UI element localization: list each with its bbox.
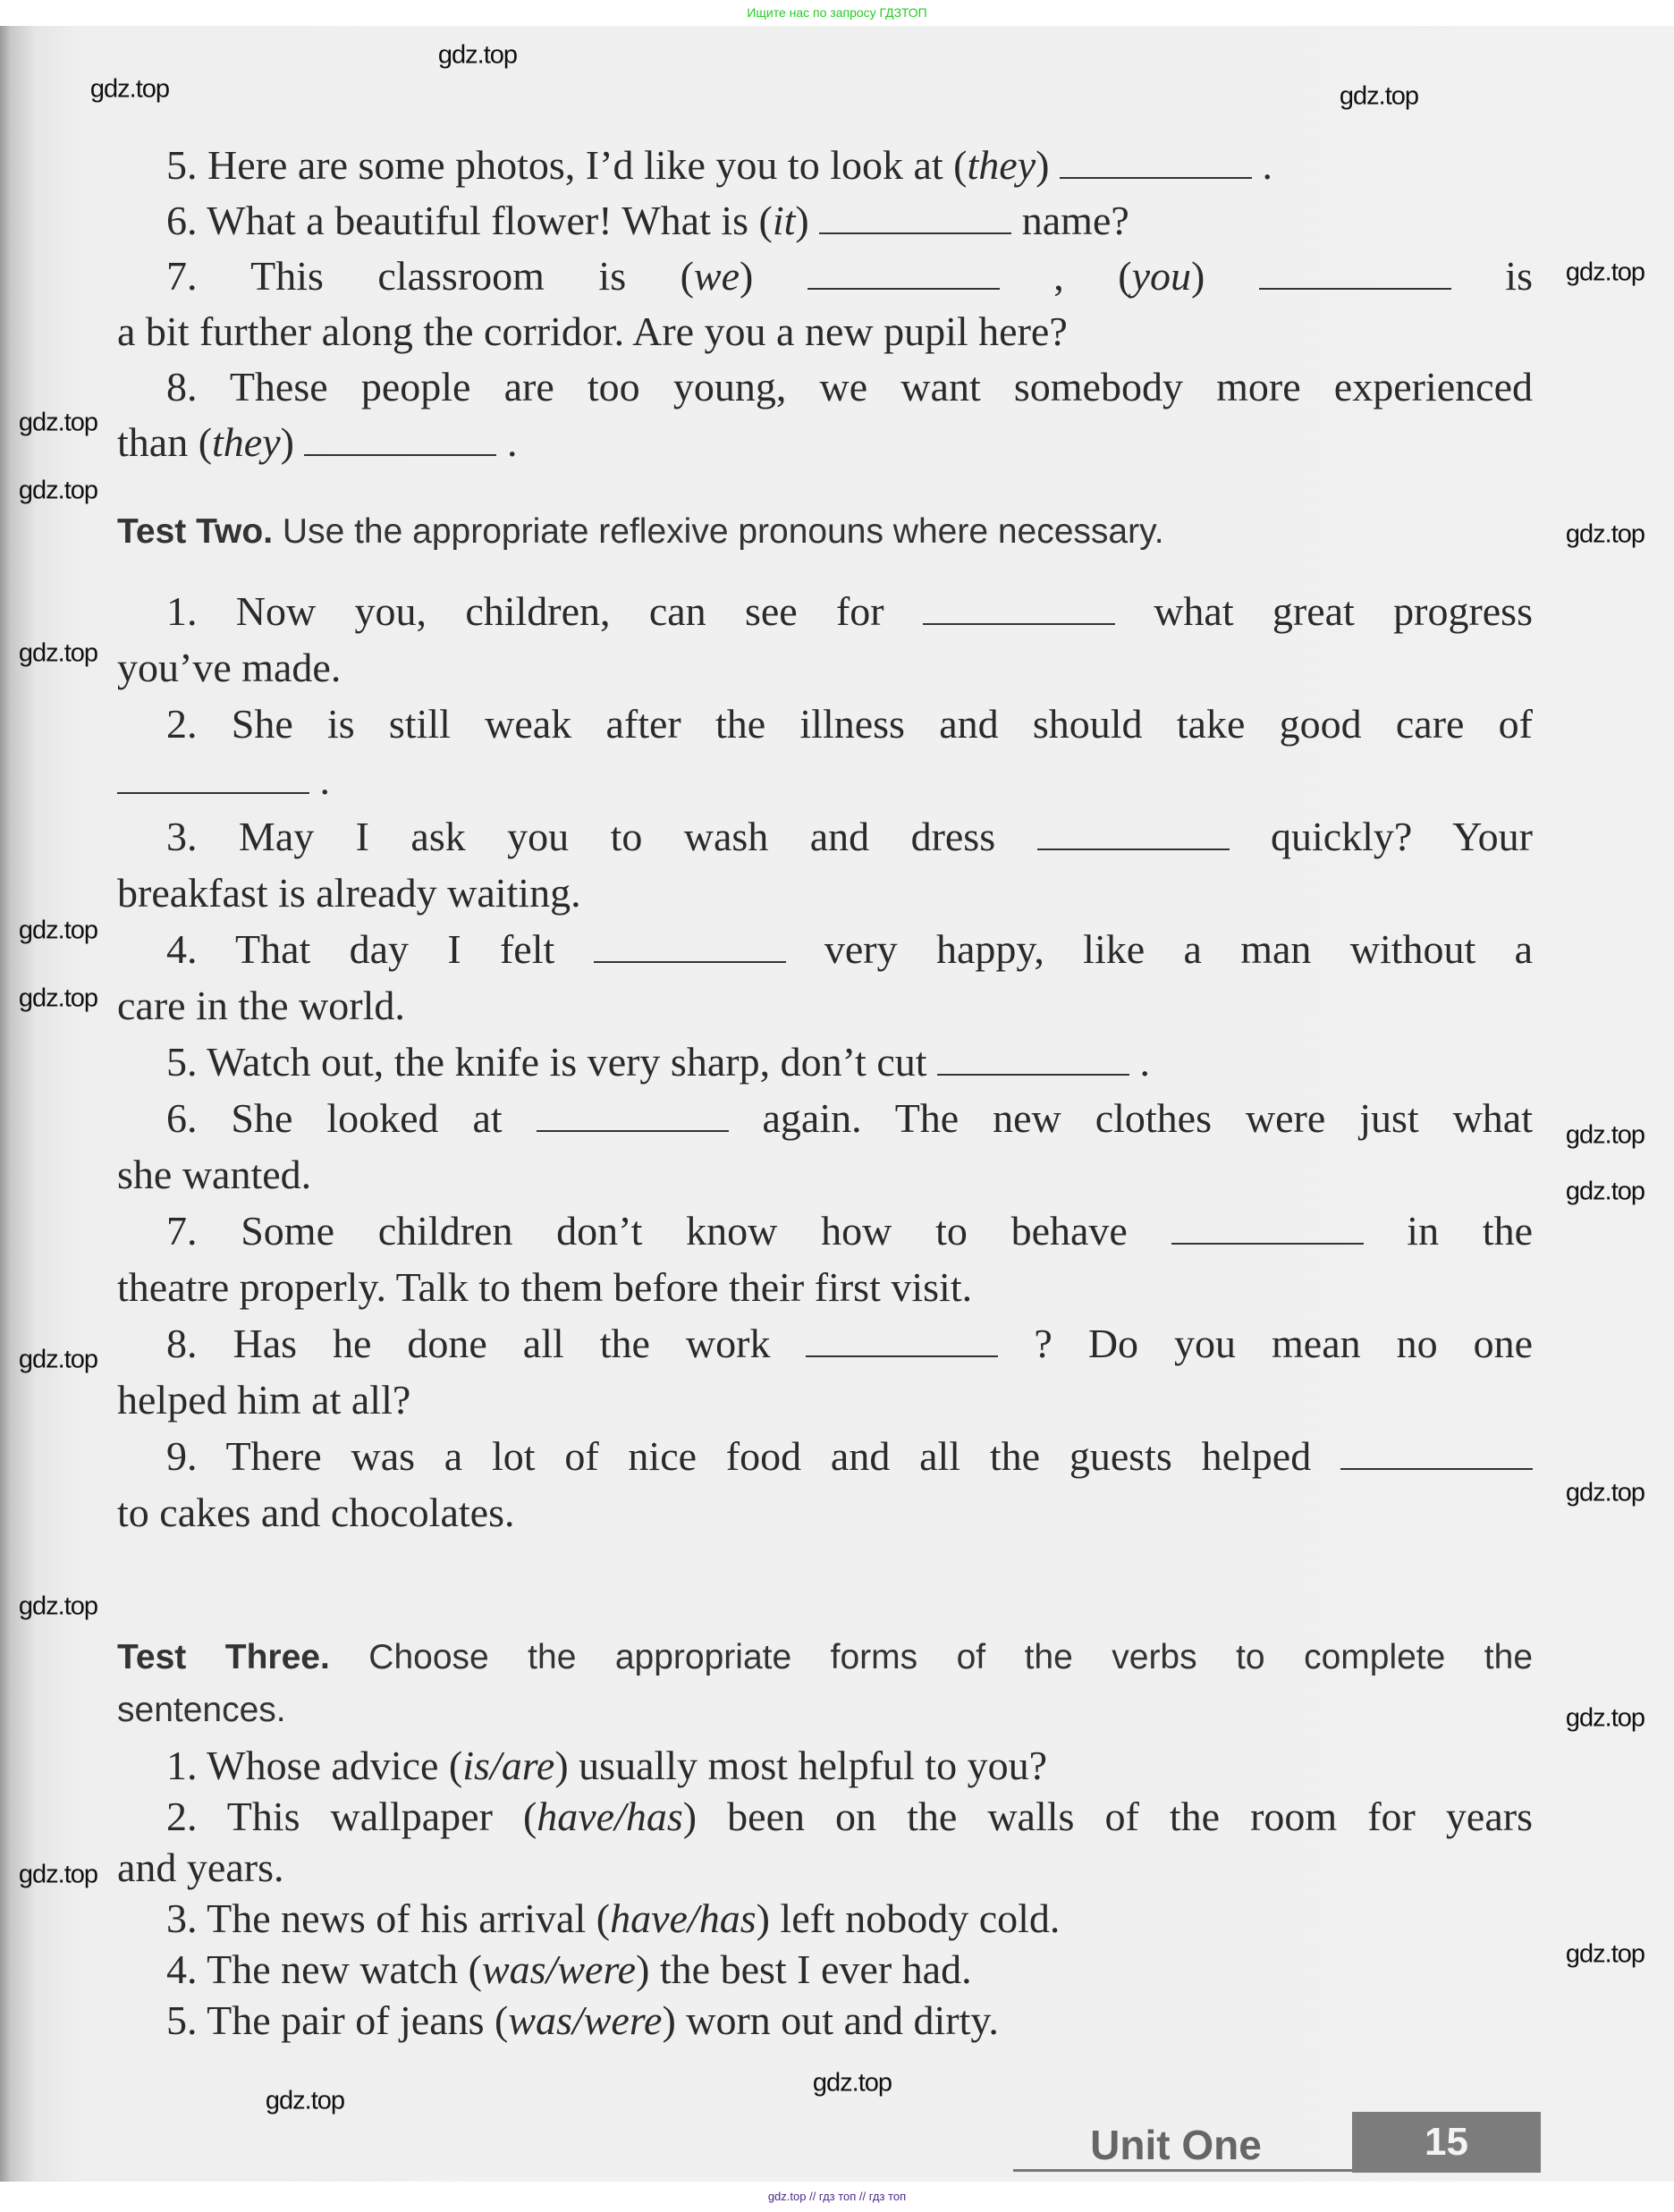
watermark: gdz.top bbox=[1565, 258, 1645, 287]
answer-blank[interactable] bbox=[537, 1129, 729, 1132]
exercise-line bbox=[117, 921, 1533, 977]
exercise-line bbox=[117, 193, 1533, 249]
watermark: gdz.top bbox=[18, 638, 98, 668]
exercise-line bbox=[117, 359, 1533, 415]
answer-blank[interactable] bbox=[1171, 1242, 1364, 1245]
exercise-line bbox=[117, 1842, 1533, 1893]
test-three-heading bbox=[117, 1631, 1533, 1736]
sentence-text: she wanted. bbox=[117, 1152, 312, 1197]
sentence-text: 5. Watch out, the knife is very sharp, don’t cut bbox=[166, 1039, 938, 1085]
answer-blank[interactable] bbox=[937, 1073, 1129, 1076]
exercise-item bbox=[117, 1995, 1533, 2046]
exercise-line bbox=[117, 1259, 1533, 1315]
sentence-text: ) usually most helpful to you? bbox=[554, 1743, 1047, 1788]
sentence-text: . bbox=[496, 419, 518, 465]
watermark: gdz.top bbox=[18, 916, 98, 945]
exercise-line bbox=[117, 1893, 1533, 1944]
hint-word: have/has bbox=[537, 1794, 683, 1839]
test-two-instruction: Use the appropriate reflexive pronouns where necessary. bbox=[282, 512, 1164, 551]
sentence-text: 8. These people are too young, we want somebody more experienced bbox=[166, 364, 1533, 409]
sentence-text: than ( bbox=[117, 419, 213, 465]
sentence-text: ? Do you mean no one bbox=[998, 1321, 1533, 1366]
sentence-text: 6. She looked at bbox=[166, 1095, 537, 1141]
sentence-text: is bbox=[1450, 253, 1533, 299]
watermark: gdz.top bbox=[1565, 519, 1645, 549]
sentence-text: 1. Now you, children, can see for bbox=[166, 588, 923, 634]
test-three-instruction: Choose the appropriate forms of the verbs to complete the bbox=[368, 1638, 1534, 1676]
exercise-line bbox=[117, 1484, 1533, 1541]
exercise-line bbox=[117, 1372, 1533, 1428]
watermark: gdz.top bbox=[18, 984, 98, 1013]
sentence-text: what great progress bbox=[1114, 588, 1533, 634]
sentence-text: 8. Has he done all the work bbox=[166, 1321, 807, 1366]
test-two-title: Test Two. bbox=[117, 512, 274, 551]
exercise-line bbox=[117, 639, 1533, 696]
exercise-line bbox=[117, 752, 1533, 808]
sentence-text: name? bbox=[1011, 198, 1129, 243]
watermark: gdz.top bbox=[1339, 81, 1419, 111]
sentence-text: 2. This wallpaper ( bbox=[166, 1794, 537, 1839]
sentence-text: . bbox=[309, 757, 330, 803]
answer-blank[interactable] bbox=[806, 1355, 998, 1357]
test-three-items bbox=[117, 1740, 1533, 2046]
exercise-item bbox=[117, 583, 1533, 696]
test-three-instruction-cont: sentences. bbox=[117, 1691, 286, 1729]
sentence-text: ) been on the walls of the room for years bbox=[682, 1794, 1533, 1839]
exercise-item bbox=[117, 1944, 1533, 1995]
answer-blank[interactable] bbox=[923, 622, 1115, 625]
sentence-text: breakfast is already waiting. bbox=[117, 870, 581, 916]
answer-blank[interactable] bbox=[594, 960, 786, 963]
sentence-text: ) left nobody cold. bbox=[756, 1895, 1061, 1941]
watermark: gdz.top bbox=[812, 2068, 892, 2098]
sentence-text: care in the world. bbox=[117, 983, 405, 1028]
test-two-heading bbox=[117, 505, 1533, 558]
exercise-item bbox=[117, 1203, 1533, 1315]
sentence-text: 3. The news of his arrival ( bbox=[166, 1895, 611, 1941]
test-two-items bbox=[117, 583, 1533, 1541]
exercise-line bbox=[117, 304, 1533, 359]
answer-blank[interactable] bbox=[1037, 848, 1230, 850]
watermark: gdz.top bbox=[265, 2086, 345, 2115]
footer-rule bbox=[1013, 2169, 1353, 2172]
exercise-item bbox=[117, 193, 1533, 249]
sentence-text: ) bbox=[1191, 253, 1259, 299]
top-banner: Ищите нас по запросу ГДЗТОП bbox=[0, 0, 1674, 26]
hint-word: they bbox=[967, 142, 1036, 188]
exercise-line bbox=[117, 865, 1533, 921]
sentence-text: ) worn out and dirty. bbox=[662, 1997, 999, 2043]
watermark: gdz.top bbox=[1565, 1120, 1645, 1150]
answer-blank[interactable] bbox=[1060, 176, 1252, 179]
hint-word: you bbox=[1131, 253, 1192, 299]
watermark: gdz.top bbox=[1565, 1939, 1645, 1969]
answer-blank[interactable] bbox=[117, 791, 309, 794]
watermark: gdz.top bbox=[18, 1345, 98, 1374]
hint-word: was/were bbox=[508, 1997, 663, 2043]
sentence-text: . bbox=[1251, 142, 1272, 188]
exercise-line bbox=[117, 1090, 1533, 1146]
exercise-line bbox=[117, 1034, 1533, 1090]
sentence-text: to cakes and chocolates. bbox=[117, 1490, 515, 1535]
sentence-text: ) the best I ever had. bbox=[636, 1946, 972, 1992]
exercise-line bbox=[117, 1203, 1533, 1259]
hint-word: we bbox=[693, 253, 740, 299]
sentence-text: quickly? Your bbox=[1229, 814, 1533, 859]
sentence-text: again. The new clothes were just what bbox=[728, 1095, 1533, 1141]
exercise-line bbox=[117, 696, 1533, 752]
hint-word: is/are bbox=[462, 1743, 555, 1788]
exercise-item bbox=[117, 696, 1533, 808]
answer-blank[interactable] bbox=[807, 287, 1000, 290]
hint-word: have/has bbox=[610, 1895, 757, 1941]
exercise-line bbox=[117, 583, 1533, 639]
sentence-text: ) bbox=[740, 253, 807, 299]
watermark: gdz.top bbox=[1565, 1177, 1645, 1206]
bottom-banner: gdz.top // гдз топ // гдз топ bbox=[0, 2182, 1674, 2212]
exercise-line bbox=[117, 1146, 1533, 1203]
exercise-line bbox=[117, 138, 1533, 193]
exercise-line bbox=[117, 808, 1533, 865]
sentence-text: very happy, like a man without a bbox=[785, 926, 1534, 972]
exercise-item bbox=[117, 1740, 1533, 1791]
sentence-text: in the bbox=[1363, 1208, 1533, 1254]
exercise-item bbox=[117, 1315, 1533, 1428]
sentence-text: , ( bbox=[999, 253, 1132, 299]
exercise-line bbox=[117, 249, 1533, 304]
sentence-text: you’ve made. bbox=[117, 645, 342, 690]
sentence-text: ) bbox=[1036, 142, 1060, 188]
exercise-item bbox=[117, 808, 1533, 921]
exercise-line bbox=[117, 1791, 1533, 1842]
sentence-text: 4. The new watch ( bbox=[166, 1946, 482, 1992]
exercise-item bbox=[117, 359, 1533, 470]
sentence-text: 5. The pair of jeans ( bbox=[166, 1997, 509, 2043]
sentence-text: ) bbox=[280, 419, 305, 465]
exercise-item bbox=[117, 1428, 1533, 1541]
sentence-text: and years. bbox=[117, 1845, 284, 1890]
exercise-line bbox=[117, 1995, 1533, 2046]
exercise-line bbox=[117, 1315, 1533, 1372]
sentence-text: 2. She is still weak after the illness and should take good care of bbox=[166, 701, 1533, 747]
sentence-text: 7. This classroom is ( bbox=[166, 253, 694, 299]
watermark: gdz.top bbox=[437, 40, 518, 70]
sentence-text: 1. Whose advice ( bbox=[166, 1743, 463, 1788]
answer-blank[interactable] bbox=[1259, 287, 1451, 290]
watermark: gdz.top bbox=[18, 476, 98, 505]
sentence-text: helped him at all? bbox=[117, 1377, 411, 1423]
sentence-text: 9. There was a lot of nice food and all the guests helped bbox=[166, 1433, 1340, 1479]
watermark: gdz.top bbox=[89, 74, 170, 104]
exercise-item bbox=[117, 1034, 1533, 1090]
sentence-text: 7. Some children don’t know how to behave bbox=[166, 1208, 1171, 1254]
sentence-text: 4. That day I felt bbox=[166, 926, 594, 972]
exercise-line bbox=[117, 1428, 1533, 1484]
watermark: gdz.top bbox=[18, 408, 98, 437]
sentence-text: 3. May I ask you to wash and dress bbox=[166, 814, 1037, 859]
unit-label: Unit One bbox=[1090, 2122, 1262, 2168]
page-number: 15 bbox=[1352, 2112, 1541, 2173]
sentence-text: ) bbox=[795, 198, 820, 243]
watermark: gdz.top bbox=[1565, 1703, 1645, 1733]
exercise-line bbox=[117, 1740, 1533, 1791]
watermark: gdz.top bbox=[1565, 1478, 1645, 1507]
sentence-text: 5. Here are some photos, I’d like you to look at ( bbox=[166, 142, 968, 188]
answer-blank[interactable] bbox=[819, 232, 1011, 234]
hint-word: it bbox=[772, 198, 796, 243]
exercise-line bbox=[117, 415, 1533, 470]
exercise-item bbox=[117, 1893, 1533, 1944]
answer-blank[interactable] bbox=[304, 453, 496, 456]
sentence-text: a bit further along the corridor. Are you a new pupil here? bbox=[117, 308, 1068, 354]
watermark: gdz.top bbox=[18, 1591, 98, 1621]
exercise-item bbox=[117, 249, 1533, 359]
exercise-item bbox=[117, 1090, 1533, 1203]
exercise-item bbox=[117, 921, 1533, 1034]
hint-word: they bbox=[212, 419, 281, 465]
sentence-text: 6. What a beautiful flower! What is ( bbox=[166, 198, 773, 243]
test-three-title: Test Three. bbox=[117, 1638, 330, 1676]
exercise-item bbox=[117, 1791, 1533, 1893]
answer-blank[interactable] bbox=[1340, 1467, 1533, 1470]
sentence-text: theatre properly. Talk to them before their first visit. bbox=[117, 1264, 973, 1310]
hint-word: was/were bbox=[481, 1946, 637, 1992]
test-one-continued bbox=[117, 138, 1533, 470]
exercise-line bbox=[117, 977, 1533, 1034]
exercise-item bbox=[117, 138, 1533, 193]
exercise-line bbox=[117, 1944, 1533, 1995]
watermark: gdz.top bbox=[18, 1860, 98, 1889]
sentence-text: . bbox=[1129, 1039, 1151, 1085]
